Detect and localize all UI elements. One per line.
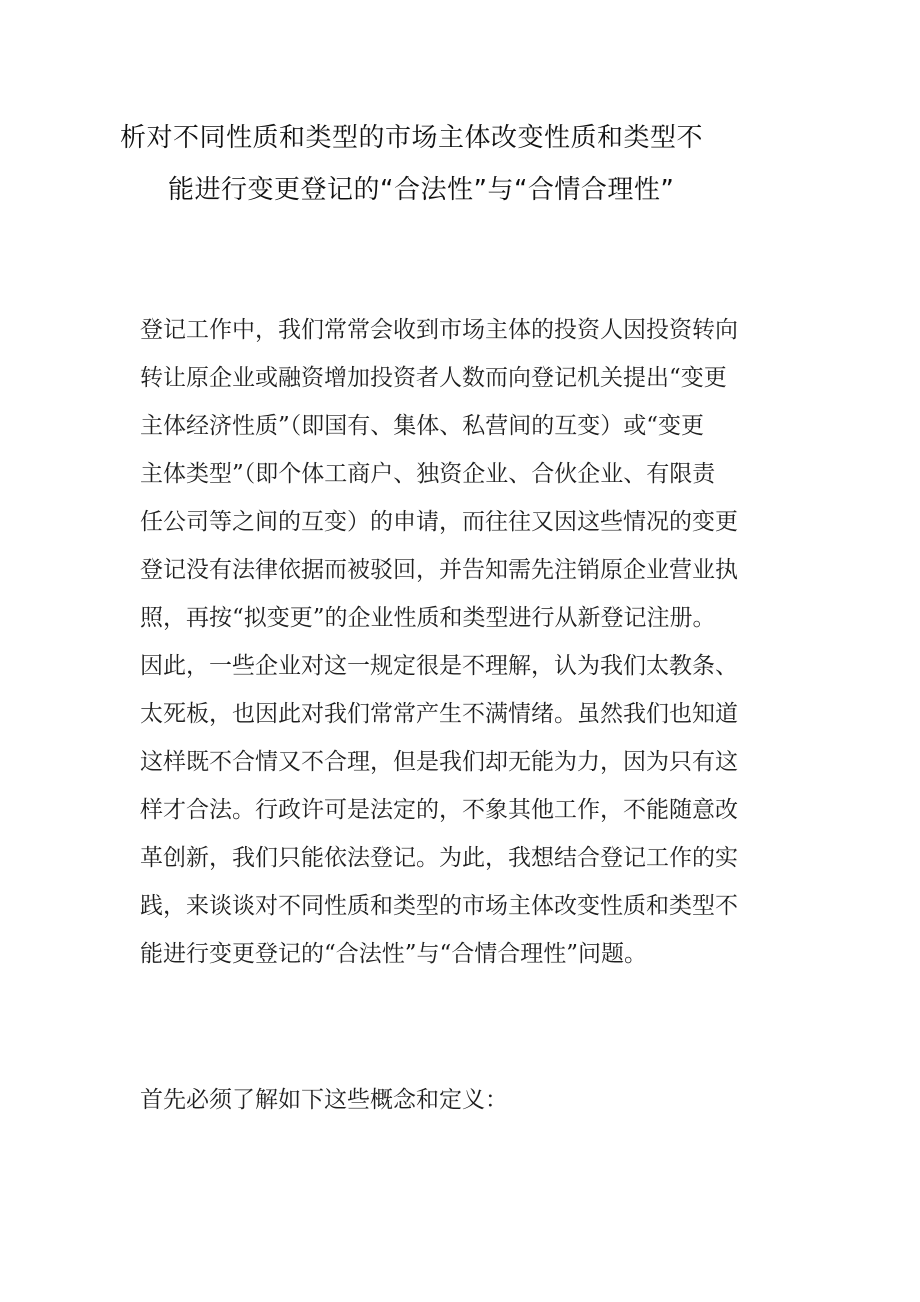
body-line: 因此，一些企业对这一规定很是不理解，认为我们太教条、 [140,653,738,679]
body-line: 照，再按“拟变更”的企业性质和类型进行从新登记注册。 [140,605,716,631]
body-line: 样才合法。行政许可是法定的，不象其他工作，不能随意改 [140,797,738,823]
body-line: 主体经济性质”（即国有、集体、私营间的互变）或“变更 [140,413,705,439]
title-line-1: 析对不同性质和类型的市场主体改变性质和类型不 [120,123,704,153]
body-line: 登记没有法律依据而被驳回，并告知需先注销原企业营业执 [140,557,738,583]
body-line: 主体类型”（即个体工商户、独资企业、合伙企业、有限责 [140,461,716,487]
body-paragraph [140,306,782,978]
body-line: 登记工作中，我们常常会收到市场主体的投资人因投资转向 [140,317,738,343]
body-line: 太死板，也因此对我们常常产生不满情绪。虽然我们也知道 [140,701,738,727]
body-line: 这样既不合情又不合理，但是我们却无能为力，因为只有这 [140,749,738,775]
body-line: 革创新，我们只能依法登记。为此，我想结合登记工作的实 [140,845,738,871]
closing-line: 首先必须了解如下这些概念和定义： [140,1087,508,1113]
body-line: 践，来谈谈对不同性质和类型的市场主体改变性质和类型不 [140,893,738,919]
body-line: 能进行变更登记的“合法性”与“合情合理性”问题。 [140,941,648,967]
body-line: 转让原企业或融资增加投资者人数而向登记机关提出“变更 [140,365,727,391]
title-line-2: 能进行变更登记的“合法性”与“合情合理性” [168,175,675,205]
body-line: 任公司等之间的互变）的申请，而往往又因这些情况的变更 [140,509,738,535]
document-title [0,112,920,216]
